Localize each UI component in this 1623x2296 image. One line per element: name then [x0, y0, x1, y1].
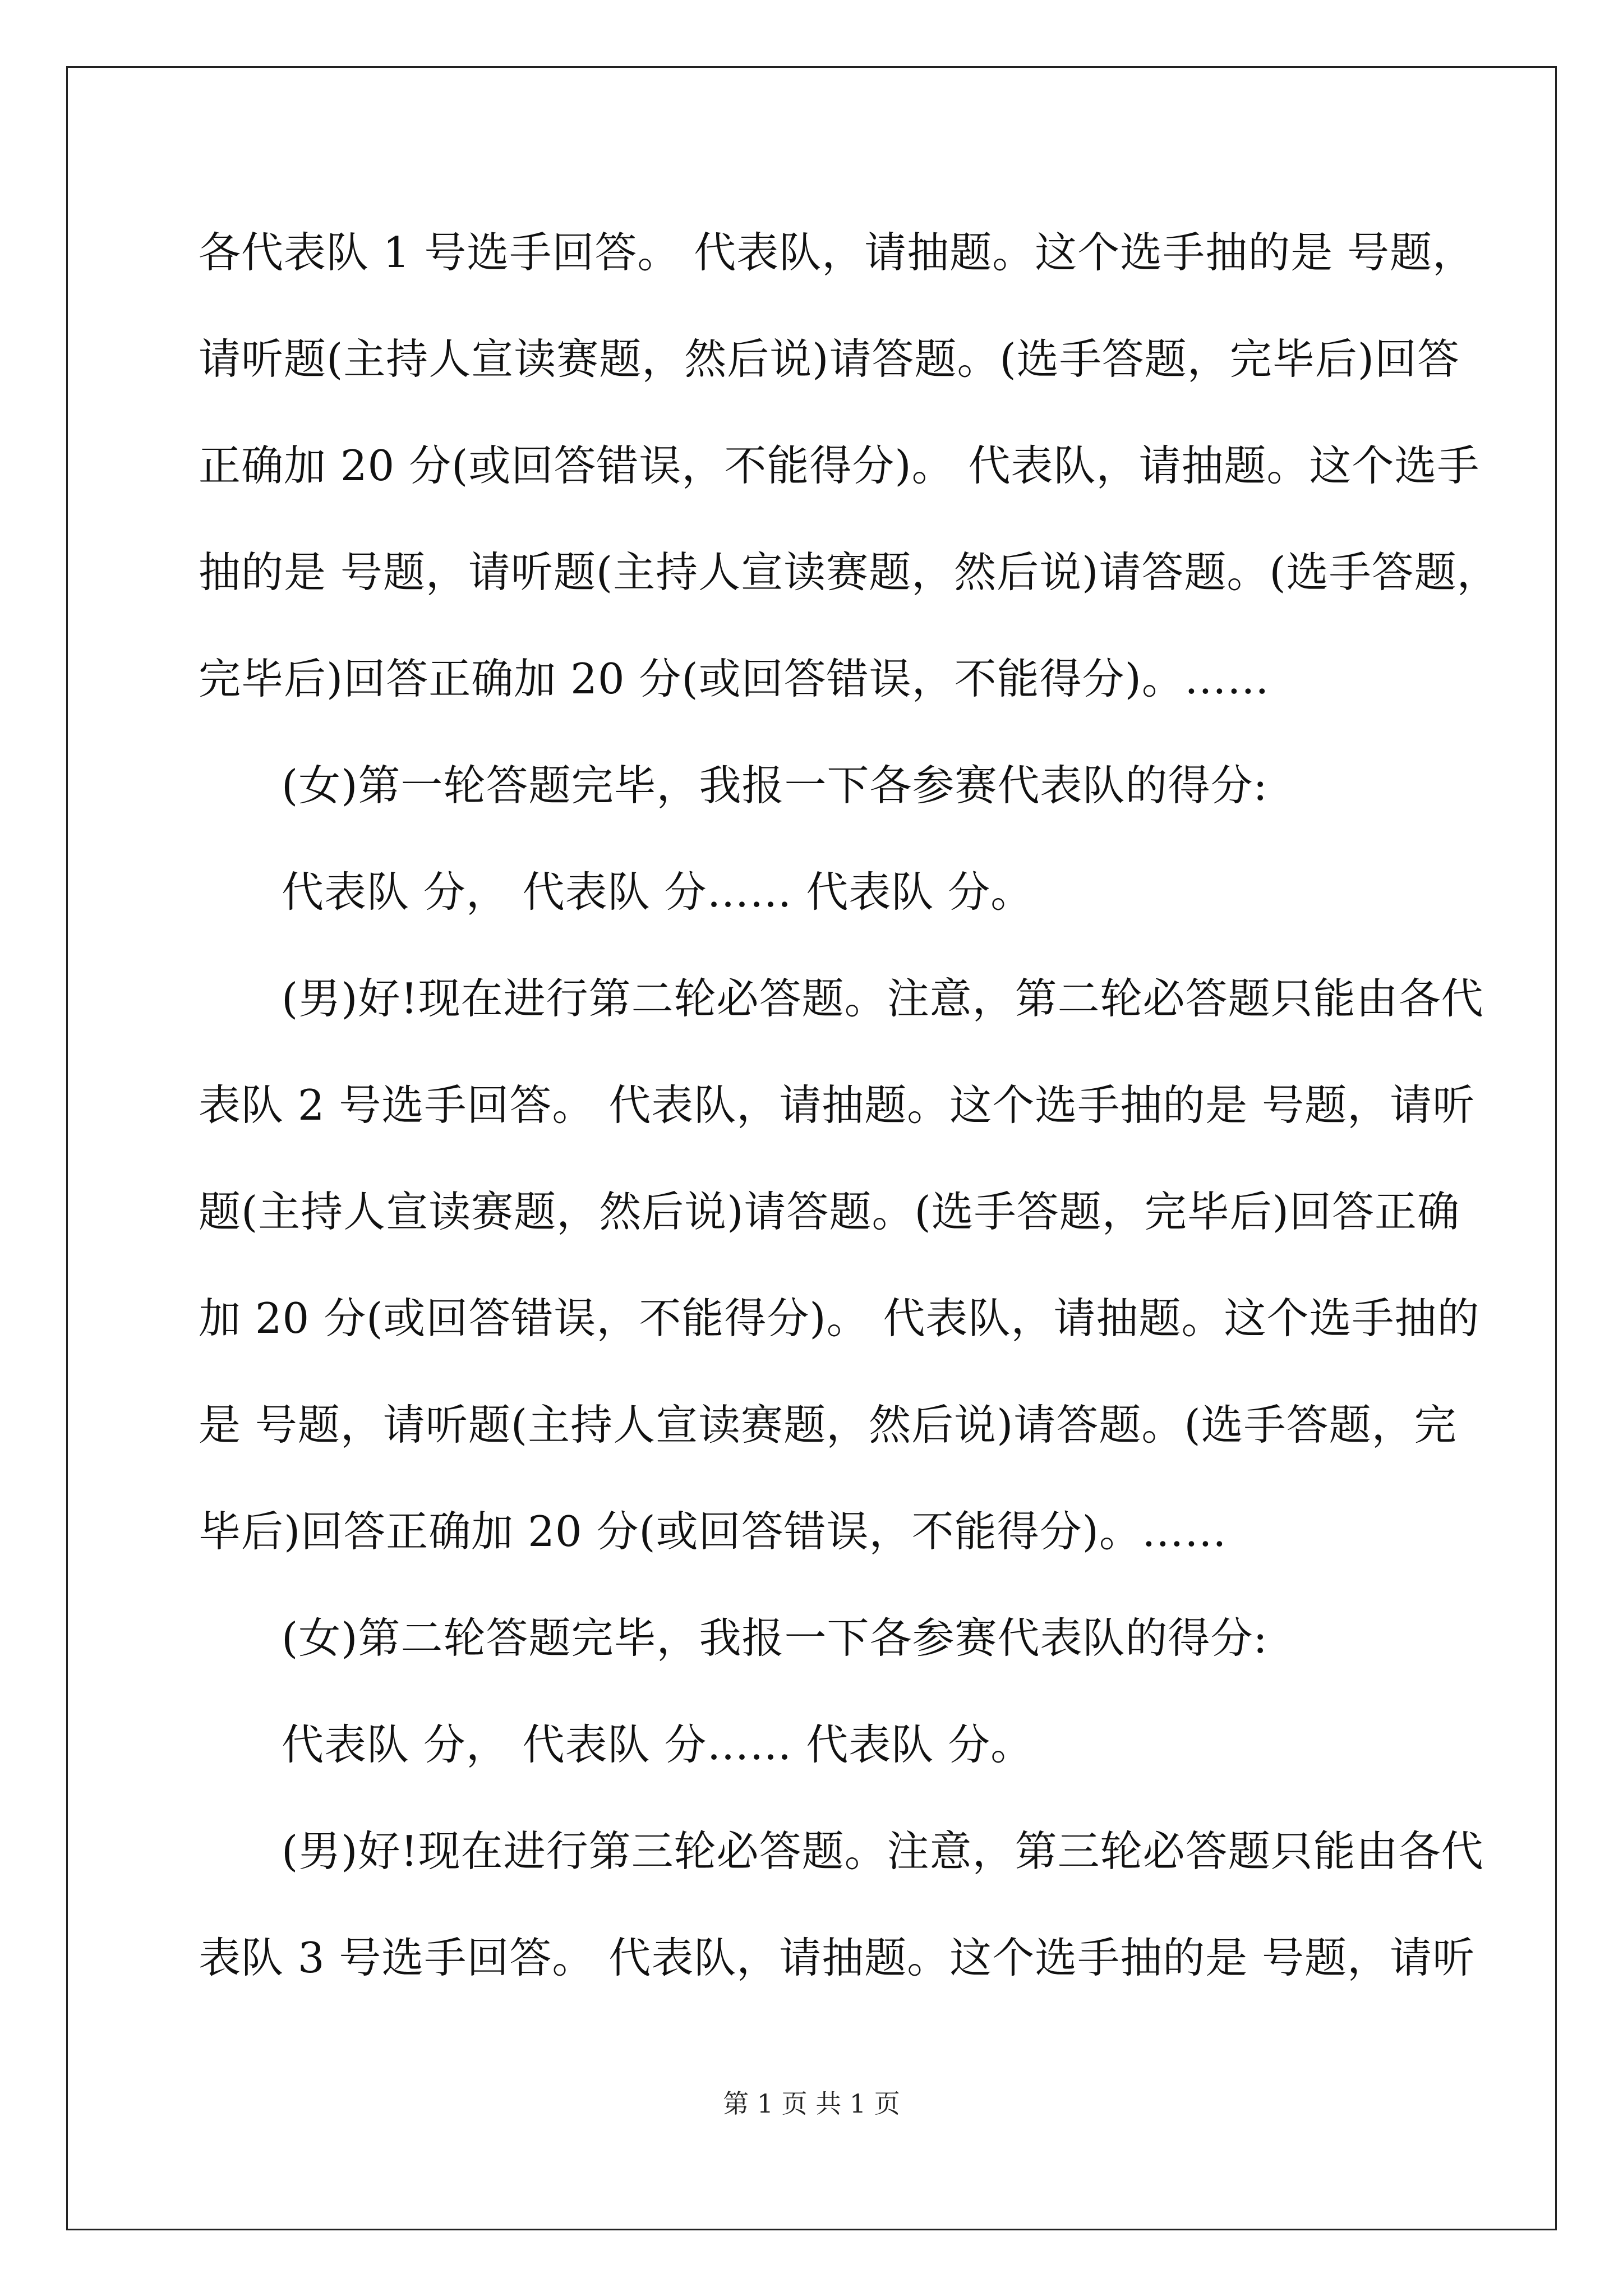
text-line-10: 题(主持人宣读赛题，然后说)请答题。(选手答题，完毕后)回答正确	[199, 1187, 1460, 1236]
text-line-12: 是 号题，请听题(主持人宣读赛题，然后说)请答题。(选手答题，完	[199, 1400, 1457, 1450]
text-line-14: (女)第二轮答题完毕，我报一下各参赛代表队的得分:	[282, 1613, 1268, 1663]
page-footer: 第 1 页 共 1 页	[723, 2088, 900, 2119]
text-line-3: 正确加 20 分(或回答错误，不能得分)。 代表队，请抽题。这个选手	[199, 441, 1480, 490]
text-line-5: 完毕后)回答正确加 20 分(或回答错误，不能得分)。……	[199, 654, 1270, 703]
text-line-7: 代表队 分， 代表队 分…… 代表队 分。	[282, 867, 1034, 917]
text-line-17: 表队 3 号选手回答。 代表队，请抽题。这个选手抽的是 号题，请听	[199, 1933, 1476, 1982]
text-line-9: 表队 2 号选手回答。 代表队，请抽题。这个选手抽的是 号题，请听	[199, 1080, 1476, 1130]
text-line-2: 请听题(主持人宣读赛题，然后说)请答题。(选手答题，完毕后)回答	[199, 334, 1460, 384]
text-line-11: 加 20 分(或回答错误，不能得分)。 代表队，请抽题。这个选手抽的	[199, 1294, 1480, 1343]
document-body	[199, 219, 1500, 2031]
text-line-16: (男)好!现在进行第三轮必答题。注意，第三轮必答题只能由各代	[282, 1826, 1484, 1876]
text-line-6: (女)第一轮答题完毕，我报一下各参赛代表队的得分:	[282, 761, 1268, 810]
text-line-4: 抽的是 号题，请听题(主持人宣读赛题，然后说)请答题。(选手答题，	[199, 547, 1500, 597]
text-line-13: 毕后)回答正确加 20 分(或回答错误，不能得分)。……	[199, 1507, 1227, 1556]
text-line-1: 各代表队 1 号选手回答。 代表队，请抽题。这个选手抽的是 号题，	[199, 228, 1476, 277]
text-line-15: 代表队 分， 代表队 分…… 代表队 分。	[282, 1720, 1034, 1769]
text-line-8: (男)好!现在进行第二轮必答题。注意，第二轮必答题只能由各代	[282, 974, 1484, 1023]
